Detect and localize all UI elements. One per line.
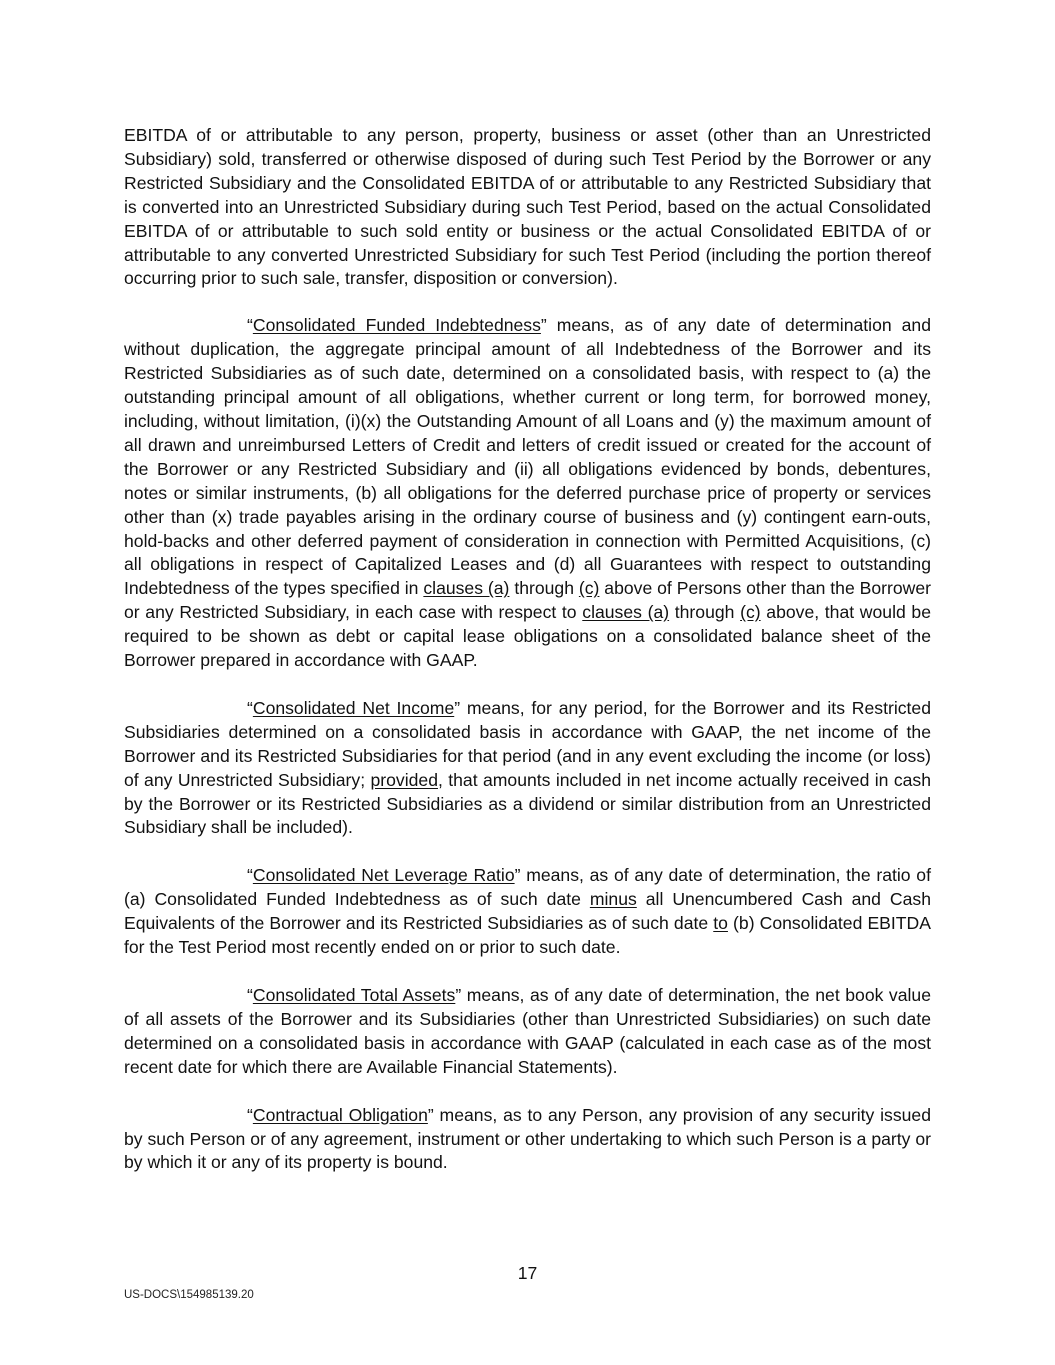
open-quote: “ [247,315,253,336]
defined-term: Consolidated Total Assets [252,985,456,1005]
definition-text: above, that would be required to be shown as debt or capital lease obligations on a consolidated balance sheet of the Borrower prepared in accordance with GAAP. [124,602,931,671]
definition-text: ” means, for any period, for the Borrower and its Restricted Subsidiaries determined on a consolidated basis in accordance with GAAP, the net income of the Borrower and its Restricted Subsidiaries for that period (and in any event excluding the income (or loss) of any Unrestricted Subsidiary; [124,697,931,790]
clause-reference: (c) [578,578,600,599]
definition-text: ” means, as of any date of determination and without duplication, the aggregate principal amount of all Indebtedness of the Borrower and its Restricted Subsidiaries as of such date, determined on a consolidated basis, with respect to (a) the outstanding principal amount of all obligations, whether current or long term, for borrowed money, including, without limitation, (i)(x) the Outstanding Amount of all Loans and (y) the maximum amount of all drawn and unreimbursed Letters of Credit and letters of credit issued or created for the account of the Borrower or any Restricted Subsidiary and (ii) all obligations evidenced by bonds, debentures, notes or similar instruments, (b) all obligations for the deferred purchase price of property or services other than (x) trade payables arising in the ordinary course of business and (y) contingent earn-outs, hold-backs and other deferred payment of consideration in connection with Permitted Acquisitions, (c) all obligations in respect of Capitalized Leases and (d) all Guarantees with respect to outstanding Indebtedness of the types specified in [124,315,931,599]
document-page [124,124,931,1199]
definition-contractual-obligation [124,1104,931,1176]
definition-text: ” means, as of any date of determination, the ratio of (a) Consolidated Funded Indebtedness as of such date [124,865,931,910]
paragraph-ebitda-continuation [124,124,931,291]
definition-text: above of Persons other than the Borrower or any Restricted Subsidiary, in each case with respect to [124,578,932,623]
definition-text: ” means, as to any Person, any provision of any security issued by such Person or of any agreement, instrument or other undertaking to which such Person is a party or by which it or any of its property is bound. [124,1104,931,1173]
definition-text: all Unencumbered Cash and Cash Equivalents of the Borrower and its Restricted Subsidiaries as of such date [124,889,931,934]
clause-reference: clauses (a) [582,602,670,623]
paragraph-text: EBITDA of or attributable to any person, property, business or asset (other than an Unrestricted Subsidiary) sold, transferred or otherwise disposed of during such Test Period by the Borrower or any Restricted Subsidiary and the Consolidated EBITDA of or attributable to any Restricted Subsidiary that is converted into an Unrestricted Subsidiary during such Test Period, based on the actual Consolidated EBITDA of or attributable to such sold entity or business or the actual Consolidated EBITDA of or attributable to any converted Unrestricted Subsidiary for such Test Period (including the portion thereof occurring prior to such sale, transfer, disposition or conversion). [124,125,931,289]
definition-consolidated-funded-indebtedness [124,314,931,673]
operator-word: to [713,913,728,934]
definition-text: (b) Consolidated EBITDA for the Test Period most recently ended on or prior to such date. [124,913,931,958]
defined-term: Consolidated Net Income [252,697,455,718]
definition-consolidated-net-income [124,697,931,840]
proviso-word: provided [370,769,438,790]
definition-text: ” means, as of any date of determination, the net book value of all assets of the Borrower and its Subsidiaries (other than Unrestricted Subsidiaries) on such date determined on a consolidated basis in accordance with GAAP (calculated in each case as of the most recent date for which there are Available Financial Statements). [124,985,931,1077]
open-quote: “ [247,1104,253,1125]
definition-text: , that amounts included in net income actually received in cash by the Borrower or its Restricted Subsidiaries as a dividend or similar distribution from an Unrestricted Subsidiary shall be included). [124,769,932,838]
defined-term: Consolidated Net Leverage Ratio [252,865,515,886]
clause-reference: clauses (a) [423,578,510,599]
defined-term: Consolidated Funded Indebtedness [252,315,541,336]
page-number: 17 [517,1263,538,1283]
open-quote: “ [247,697,253,718]
definition-consolidated-net-leverage-ratio [124,864,931,960]
defined-term: Contractual Obligation [252,1104,428,1125]
open-quote: “ [247,985,253,1005]
document-id: US-DOCS\154985139.20 [124,1289,254,1301]
definition-consolidated-total-assets [124,984,931,1080]
definition-text: through [509,578,579,599]
operator-word: minus [589,889,637,910]
open-quote: “ [247,865,253,886]
clause-reference: (c) [740,602,761,623]
definition-text: through [669,602,741,623]
